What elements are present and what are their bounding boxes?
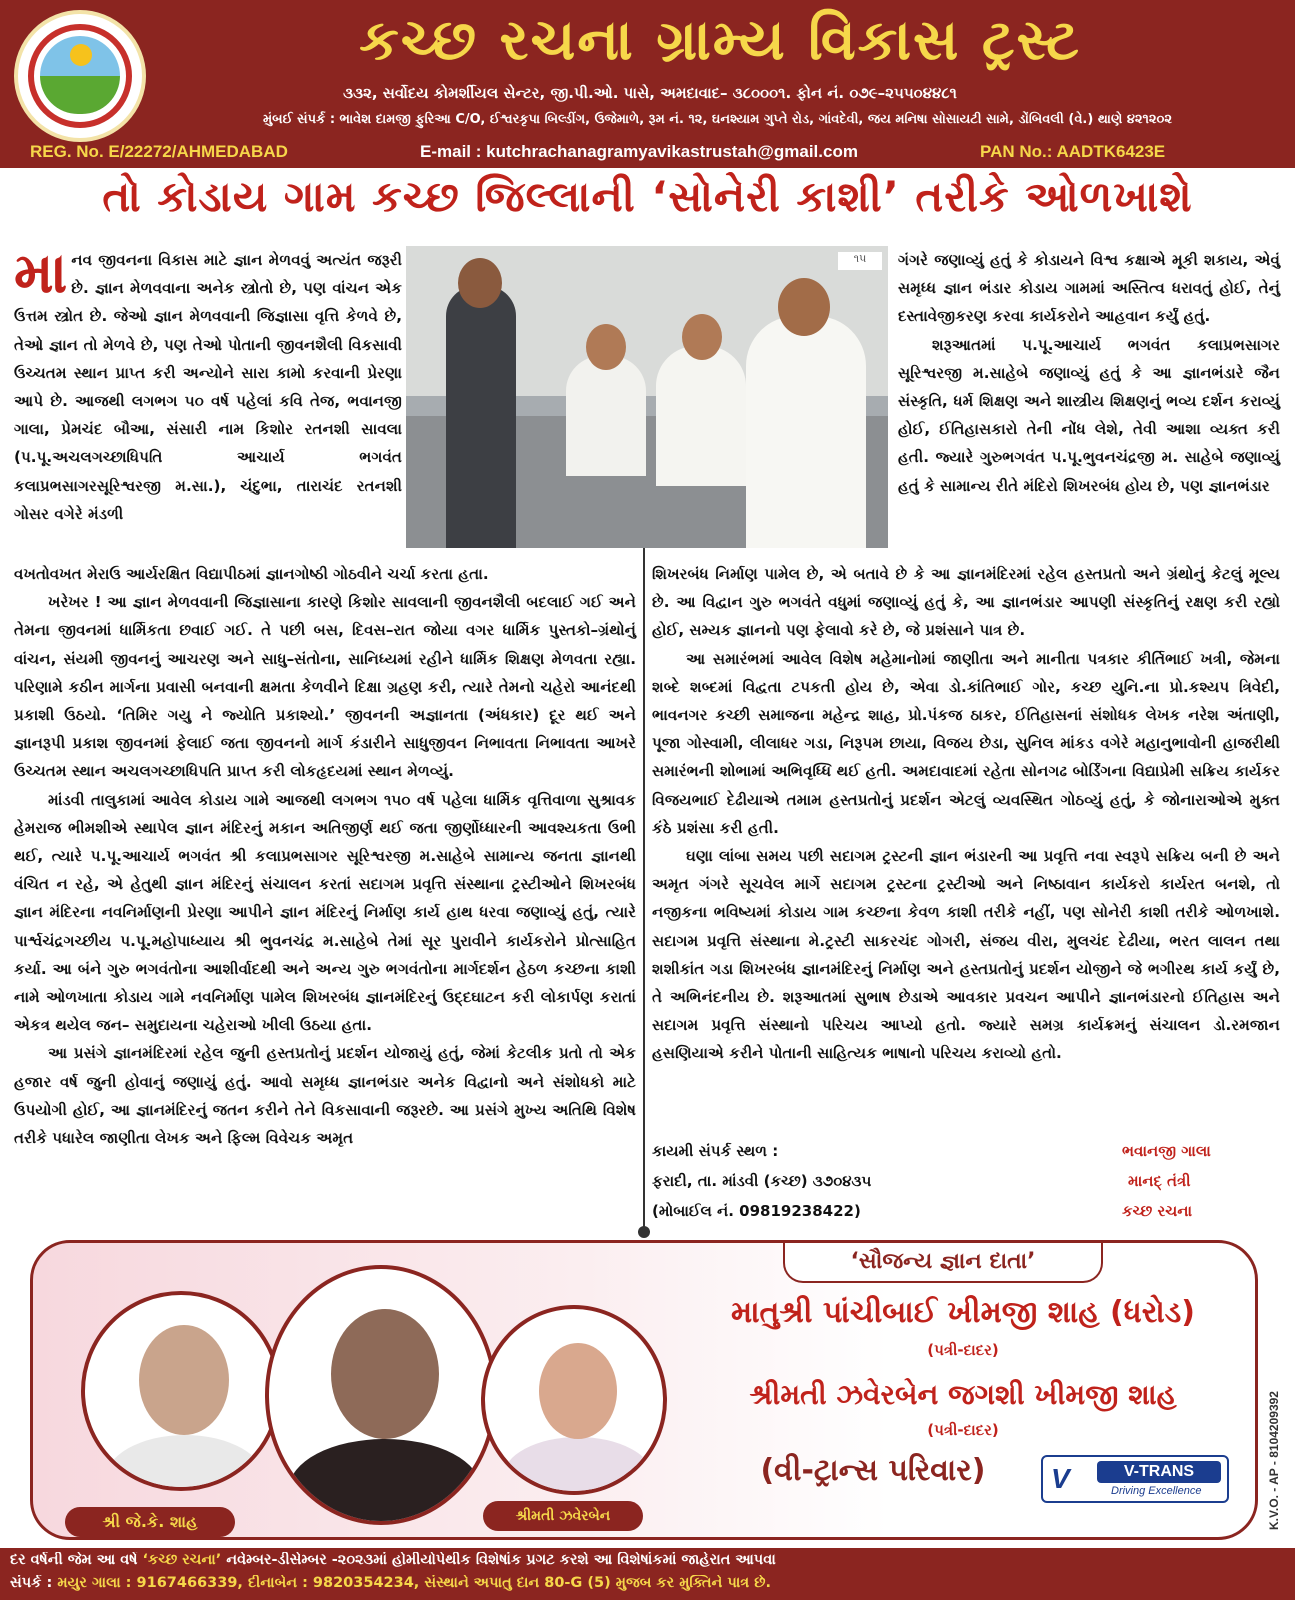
footer-contact-label: સંપર્ક : <box>10 1575 53 1591</box>
trust-logo <box>14 10 146 142</box>
author-name: ભવાનજી ગાલા <box>1122 1142 1211 1160</box>
drop-cap: મા <box>14 241 68 306</box>
footer-announcement-prefix: દર વર્ષની જેમ આ વર્ષે <box>10 1552 138 1568</box>
article-column-left-bottom <box>14 560 636 1152</box>
article-column-right-bottom <box>652 560 1280 1068</box>
photo-badge: ૧૫ <box>838 252 882 270</box>
donor-place-primary: (પત્રી-દાદર) <box>927 1341 999 1359</box>
contact-mobile: (મોબાઈલ નં. 09819238422) <box>652 1202 861 1220</box>
donor-name-secondary: શ્રીમતી ઝવેરબેન જગશી ખીમજી શાહ <box>749 1378 1177 1411</box>
donor-family-name: (વી-ટ્રાન્સ પરિવાર) <box>760 1453 986 1488</box>
vtrans-tagline: Driving Excellence <box>1111 1485 1202 1497</box>
author-role: માનદ્ તંત્રી <box>1128 1172 1191 1190</box>
column-divider-end <box>638 1226 650 1238</box>
vtrans-mark-icon: V <box>1051 1463 1070 1494</box>
donor-portrait-zaverben <box>481 1305 667 1495</box>
trust-email: E-mail : kutchrachanagramyavikastrustah@gmail.com <box>420 142 858 161</box>
article-column-right-top <box>898 246 1280 500</box>
footer-contact-text: મયુર ગાલા : 9167466339, દીનાબેન : 9820354234, સંસ્થાને અપાતુ દાન 80-G (5) મુજબ કર મુક્તિને પાત્ર છે. <box>57 1575 771 1591</box>
author-organization: કચ્છ રચના <box>1122 1202 1193 1220</box>
donor-name-primary: માતુશ્રી પાંચીબાઈ ખીમજી શાહ (ધરોડ) <box>731 1295 1195 1330</box>
donor-panel <box>30 1240 1258 1540</box>
mumbai-contact: મુંબઈ સંપર્ક : ભાવેશ દામજી ફુરિઆ C/O, ઈશ્વરકૃપા બિલ્ડીંગ, ઉજેમાળે, રૂમ નં. ૧૨, ઘનશ્યામ ગુપ્તે રોડ, ગાંવદેવી, જય મનિષા સોસાયટી સામે, ડોંબિવલી (વે.) થાણે ૪૨૧૨૦૨ <box>262 112 1173 127</box>
footer-announcement <box>10 1552 1285 1568</box>
donor-place-secondary: (પત્રી-દાદર) <box>927 1421 999 1439</box>
trust-address: ૩૩૨, સર્વોદય કોમર્શીયલ સેન્ટર, જી.પી.ઓ. પાસે, અમદાવાદ– ૩૮૦૦૦૧. ફોન નં. ૦૭૯–૨૫૫૦૪૪૮૧ <box>343 84 957 102</box>
portrait-caption-zaverben: શ્રીમતી ઝવેરબેન <box>483 1501 643 1531</box>
footer-announcement-suffix: નવેમ્બર-ડીસેમ્બર -૨૦૨૩માં હોમીયોપેથીક વિશેષાંક પ્રગટ કરશે આ વિશેષાંકમાં જાહેરાત આપવા <box>226 1552 776 1568</box>
article-paragraph: ગંગરે જણાવ્યું હતું કે કોડાયને વિશ્વ કક્ષાએ મૂકી શકાય, એવું સમૃધ્ધ જ્ઞાન ભંડાર કોડાય ગામમાં અસ્તિત્વ ધરાવતું હોઈ, તેનું દસ્તાવેજીકરણ કરવા કાર્યકરોને આહવાન કર્યું હતું. <box>898 251 1280 326</box>
article-paragraph: શરૂઆતમાં પ.પૂ.આચાર્ય ભગવંત કલાપ્રભસાગર સૂરિશ્વરજી મ.સાહેબે જણાવ્યું હતું કે આ જ્ઞાનભંડારે જૈન સંસ્કૃતિ, ધર્મ શિક્ષણ અને શાસ્ત્રીય શિક્ષણનું ભવ્ય દર્શન કરાવ્યું હોઈ, ઈતિહાસકારો તેની નોંધ લેશે, તેવી આશા વ્યક્ત કરી હતી. જ્યારે ગુરુભગવંત પ.પૂ.ભુવનચંદ્રજી મ. સાહેબે જણાવ્યું હતું કે સામાન્ય રીતે મંદિરો શિખરબંધ હોય છે, પણ જ્ઞાનભંડાર <box>898 335 1280 495</box>
article-paragraph: આ પ્રસંગે જ્ઞાનમંદિરમાં રહેલ જુની હસ્તપ્રતોનું પ્રદર્શન યોજાયું હતું, જેમાં કેટલીક પ્રતો તો એક હજાર વર્ષ જુની હોવાનું જણાયું હતું. આવો સમૃધ્ધ જ્ઞાનભંડાર અનેક વિદ્વાનો અને સંશોધકો માટે ઉપયોગી હોઈ, આ જ્ઞાનમંદિરનું જતન કરીને તેને વિકસાવાની જરૂરછે. આ પ્રસંગે મુખ્ય અતિથિ વિશેષ તરીકે પધારેલ જાણીતા લેખક અને ફિલ્મ વિવેચક અમૃત <box>14 1044 636 1148</box>
article-paragraph: શિખરબંધ નિર્માણ પામેલ છે, એ બતાવે છે કે આ જ્ઞાનમંદિરમાં રહેલ હસ્તપ્રતો અને ગ્રંથોનું કેટલું મૂલ્ય છે. આ વિદ્વાન ગુરુ ભગવંતે વધુમાં જણાવ્યું હતું કે, આ જ્ઞાનભંડાર આપણી સંસ્કૃતિનું રક્ષણ કરી રહ્યો હોઈ, સમ્યક જ્ઞાનનો પણ ફેલાવો કરે છે, જે પ્રશંસાને પાત્ર છે. <box>652 565 1280 640</box>
column-divider <box>643 548 645 1230</box>
registration-number: REG. No. E/22272/AHMEDABAD <box>30 142 288 161</box>
article-paragraph: ખરેખર ! આ જ્ઞાન મેળવવાની જિજ્ઞાસાના કારણે કિશોર સાવલાની જીવનશૈલી બદલાઈ ગઈ અને તેમના જીવનમાં ધાર્મિકતા છવાઈ ગઈ. તે પછી બસ, દિવસ–રાત જોયા વગર ધાર્મિક પુસ્તકો–ગ્રંથોનું વાંચન, સંયમી જીવનનું આચરણ અને સાધુ–સંતોના, સાનિધ્યમાં રહીને ધાર્મિક શિક્ષણ મેળવતા રહ્યા. પરિણામે કઠીન માર્ગના પ્રવાસી બનવાની ક્ષમતા કેળવીને દિક્ષા ગ્રહણ કરી, ત્યારે તેમનો ચહેરો આનંદથી પ્રકાશી ઉઠયો. ‘તિમિર ગયુ ને જ્યોતિ પ્રકાશ્યો.’ જીવનની અજ્ઞાનતા (અંધકાર) દૂર થઈ અને જ્ઞાનરૂપી પ્રકાશ જીવનમાં ફેલાઈ જતા જીવનનો માર્ગ કંડારીને સાધુજીવન નિભાવતા નિભાવતા આખરે ઉચ્ચતમ સ્થાન અચલગચ્છાધિપતિ પ્રાપ્ત કરી લોકહૃદયમાં સ્થાન મેળવ્યું. <box>14 593 636 781</box>
trust-name: કચ્છ રચના ગ્રામ્ય વિકાસ ટ્રસ્ટ <box>359 8 1081 73</box>
ad-reference-code: K.V.O. - AP - 8104209392 <box>1267 1391 1281 1530</box>
masthead <box>0 0 1295 168</box>
donor-portrait-jk-shah <box>81 1291 281 1491</box>
contact-label: કાયમી સંપર્ક સ્થળ : <box>652 1142 779 1160</box>
donor-section-title: ‘સૌજન્ય જ્ઞાન દાતા’ <box>783 1243 1103 1283</box>
article-paragraph: નવ જીવનના વિકાસ માટે જ્ઞાન મેળવવું અત્યંત જરૂરી છે. જ્ઞાન મેળવવાના અનેક સ્ત્રોતો છે, પણ વાંચન એક ઉત્તમ સ્ત્રોત છે. જેઓ જ્ઞાન મેળવવાની જિજ્ઞાસા વૃત્તિ કેળવે છે, તેઓ જ્ઞાન તો મેળવે છે, પણ તેઓ પોતાની જીવનશૈલી વિકસાવી ઉચ્ચતમ સ્થાન પ્રાપ્ત કરી અન્યોને સારા કામો કરવાની પ્રેરણા આપે છે. આજથી લગભગ ૫૦ વર્ષ પહેલાં કવિ તેજ, ભવાનજી ગાલા, પ્રેમચંદ બૌઆ, સંસારી નામ કિશોર રતનશી સાવલા (પ.પૂ.અચલગચ્છાધિપતિ આચાર્ય ભગવંત કલાપ્રભસાગરસૂરિશ્વરજી મ.સા.), ચંદુભા, તારાચંદ રતનશી ગોસર વગેરે મંડળી <box>14 251 402 523</box>
footer-magazine-name: ‘કચ્છ રચના’ <box>142 1552 222 1568</box>
article-paragraph: વખતોવખત મેરાઉ આર્યરક્ષિત વિદ્યાપીઠમાં જ્ઞાનગોષ્ઠી ગોઠવીને ચર્ચા કરતા હતા. <box>14 565 489 583</box>
article-headline: તો કોડાય ગામ કચ્છ જિલ્લાની ‘સોનેરી કાશી’ તરીકે ઓળખાશે <box>102 172 1193 221</box>
article-paragraph: ઘણા લાંબા સમય પછી સદાગમ ટ્રસ્ટની જ્ઞાન ભંડારની આ પ્રવૃત્તિ નવા સ્વરૂપે સક્રિય બની છે અને અમૃત ગંગરે સૂચવેલ માર્ગે સદાગમ ટ્રસ્ટના ટ્રસ્ટીઓ અને નિષ્ઠાવાન કાર્યકરો કાર્યરત બનશે, તો નજીકના ભવિષ્યમાં કોડાય ગામ કચ્છના કેવળ કાશી તરીકે નહીં, પણ સોનેરી કાશી તરીકે ઓળખાશે. સદાગમ પ્રવૃત્તિ સંસ્થાના મે.ટ્રસ્ટી સાકરચંદ ગોગરી, સંજય વીરા, મુલચંદ દેઢીયા, ભરત લાલન તથા શશીકાંત ગડા શિખરબંધ જ્ઞાનમંદિરનું નિર્માણ અને હસ્તપ્રતોનું પ્રદર્શન યોજીને જે ભગીરથ કાર્ય કર્યું છે, તે અભિનંદનીય છે. શરૂઆતમાં સુભાષ છેડાએ આવકાર પ્રવચન આપીને જ્ઞાનભંડારનો ઈતિહાસ અને સદાગમ પ્રવૃત્તિ સંસ્થાનો પરિચય આપ્યો હતો. જ્યારે સમગ્ર કાર્યક્રમનું સંચાલન ડો.રમજાન હસણિયાએ કરીને પોતાની સાહિત્યક ભાષાનો પરિચય કરાવ્યો હતો. <box>652 847 1280 1063</box>
vtrans-wordmark: V-TRANS <box>1097 1461 1221 1483</box>
event-photo <box>406 246 888 548</box>
portrait-caption-jk-shah: શ્રી જે.કે. શાહ <box>65 1507 235 1537</box>
footer-banner <box>0 1548 1295 1600</box>
donor-portrait-panchibai <box>265 1265 497 1525</box>
vtrans-logo <box>1041 1455 1229 1503</box>
contact-address: ફરાદી, તા. માંડવી (કચ્છ) ૩૭૦૪૩૫ <box>652 1172 872 1190</box>
article-column-left-top <box>14 241 402 528</box>
pan-number: PAN No.: AADTK6423E <box>980 142 1166 161</box>
article-paragraph: આ સમારંભમાં આવેલ વિશેષ મહેમાનોમાં જાણીતા અને માનીતા પત્રકાર કીર્તિભાઈ ખત્રી, જેમના શબ્દે શબ્દમાં વિદ્વતા ટપકતી હોય છે, એવા ડો.કાંતિભાઈ ગોર, કચ્છ યુનિ.ના પ્રો.કશ્યપ ત્રિવેદી, ભાવનગર કચ્છી સમાજના મહેન્દ્ર શાહ, પ્રો.પંકજ ઠાકર, ઈતિહાસનાં સંશોધક લેખક નરેશ અંતાણી, પૂજા ગોસ્વામી, લીલાધર ગડા, નિરૂપમ છાયા, વિજય છેડા, સુનિલ માંકડ વગેરે મહાનુભાવોની હાજરીથી સમારંભની શોભામાં અભિવૃધ્ધિ થઈ હતી. અમદાવાદમાં રહેતા સોનગઢ બોર્ડિંગના વિદ્યાપ્રેમી સક્રિય કાર્યકર વિજયભાઈ દેઢીયાએ તમામ હસ્તપ્રતોનું પ્રદર્શન એટલું વ્યવસ્થિત ગોઠવ્યું હતું, કે જોનારાઓએ મુક્ત કંઠે પ્રશંસા કરી હતી. <box>652 649 1280 837</box>
footer-contact <box>10 1575 1285 1591</box>
article-paragraph: માંડવી તાલુકામાં આવેલ કોડાય ગામે આજથી લગભગ ૧૫૦ વર્ષ પહેલા ધાર્મિક વૃત્તિવાળા સુશ્રાવક હેમરાજ ભીમશીએ સ્થાપેલ જ્ઞાન મંદિરનું મકાન અતિજીર્ણ થઈ જતા જીર્ણોધ્ધારની આવશ્યકતા ઉભી થઈ, ત્યારે પ.પૂ.આચાર્ય ભગવંત શ્રી કલાપ્રભસાગર સૂરિશ્વરજી મ.સાહેબે સામાન્ય જનતા જ્ઞાનથી વંચિત ન રહે, એ હેતુથી જ્ઞાન મંદિરનું સંચાલન કરતાં સદાગમ પ્રવૃત્તિ સંસ્થાના ટ્રસ્ટીઓને શિખરબંધ જ્ઞાન મંદિરના નવનિર્માણની પ્રેરણા આપીને જ્ઞાન મંદિરનું નિર્માણ કાર્ય હાથ ધરવા જણાવ્યું હતું, ત્યારે પાર્શ્વચંદ્રગચ્છીય પ.પૂ.મહોપાધ્યાય શ્રી ભુવનચંદ્ર મ.સાહેબે તેમાં સૂર પુરાવીને કાર્યકરોને પ્રોત્સાહિત કર્યા. આ બંને ગુરુ ભગવંતોના આશીર્વાદથી અને અન્ય ગુરુ ભગવંતોના માર્ગદર્શન હેઠળ કચ્છના કાશી નામે ઓળખાતા કોડાય ગામે નવનિર્માણ પામેલ શિખરબંધ જ્ઞાનમંદિરનું ઉદ્દઘાટન કરી લોકાર્પણ કરાતાં એકત્ર થયેલ જન– સમુદાયના ચહેરાઓ ખીલી ઉઠયા હતા. <box>14 790 636 1035</box>
